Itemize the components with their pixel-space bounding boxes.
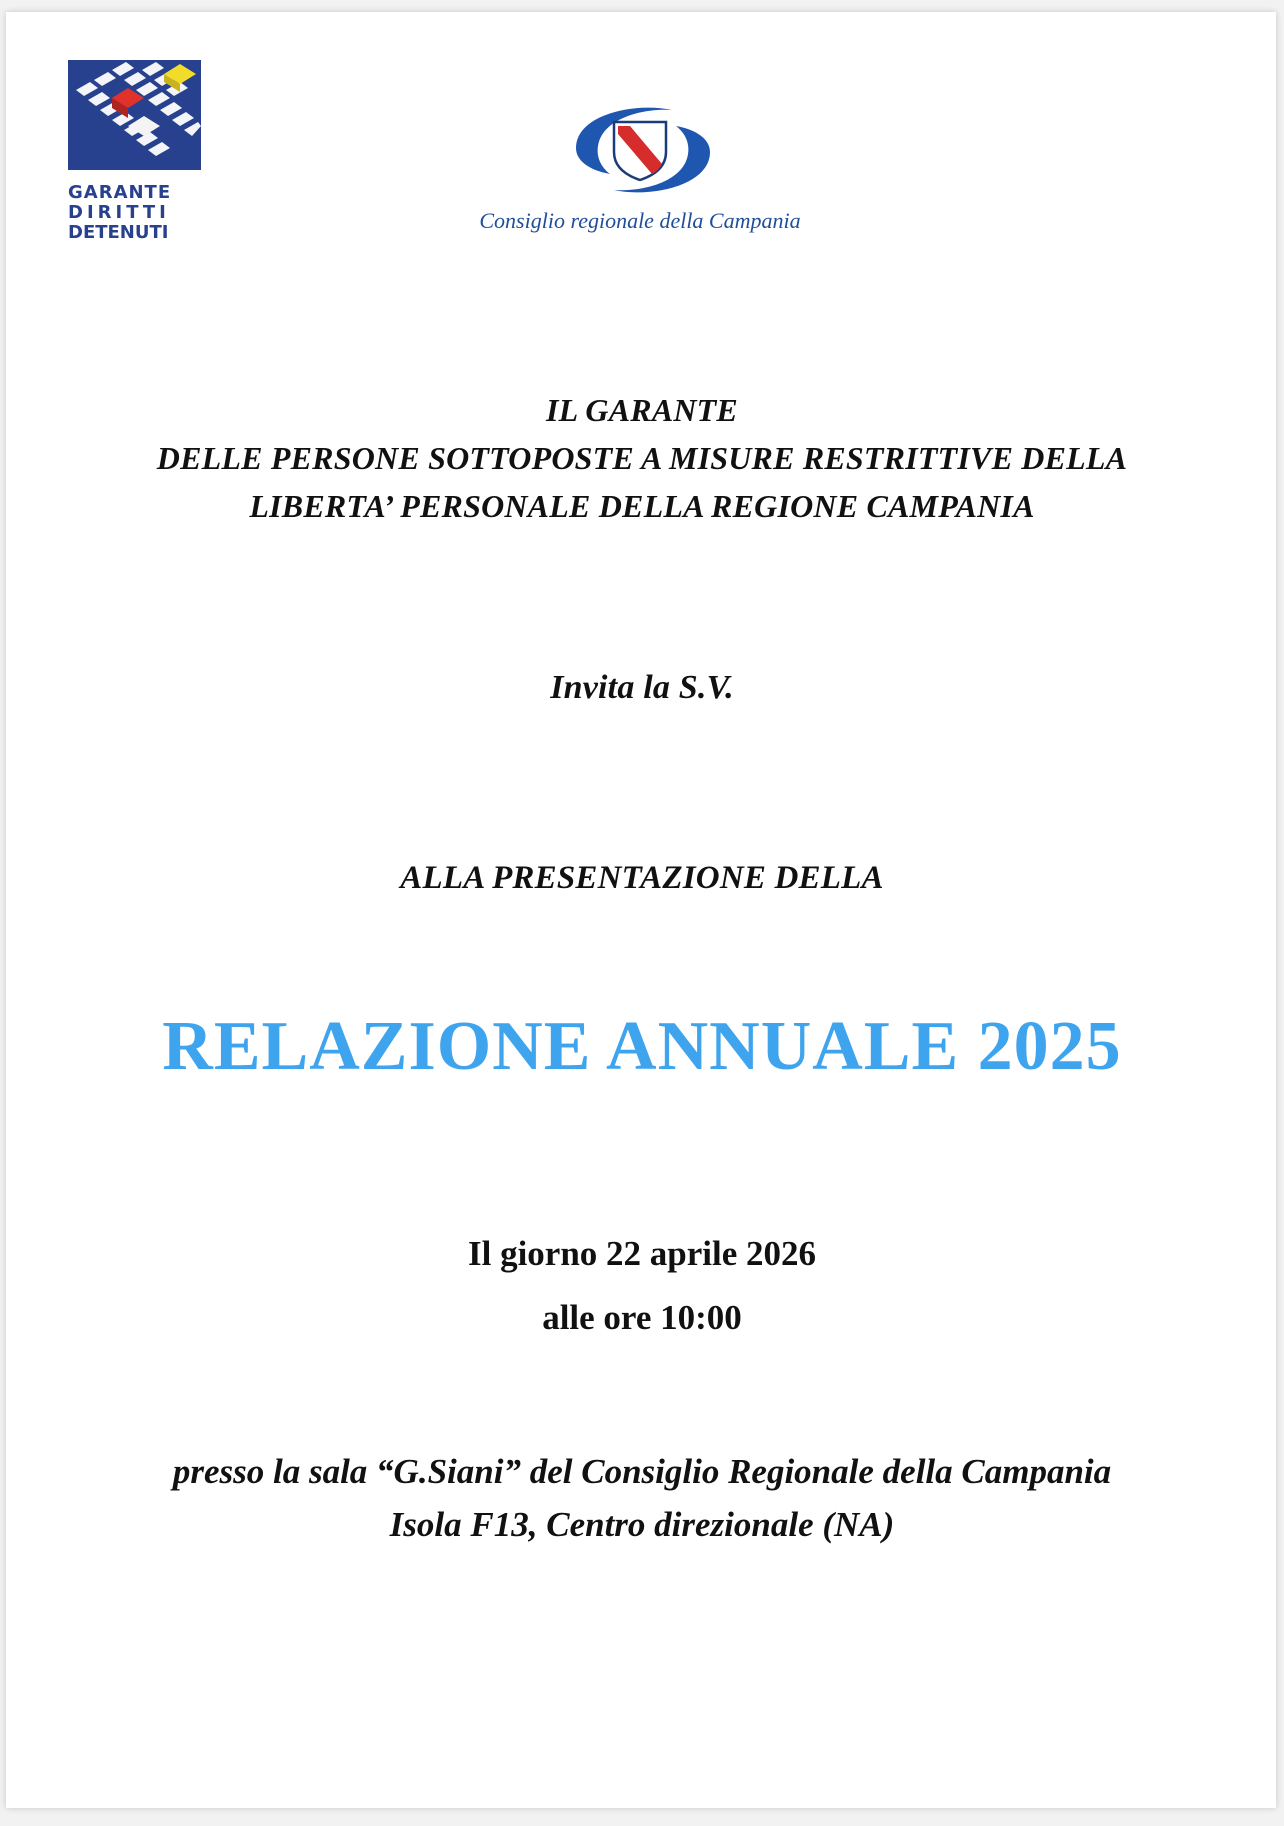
consiglio-regionale-name: Consiglio regionale della Campania <box>479 208 801 233</box>
event-date: Il giorno 22 aprile 2026 <box>467 1234 817 1273</box>
garante-logo-text-3: DETENUTI <box>68 222 169 242</box>
event-time: alle ore 10:00 <box>542 1298 742 1337</box>
heading-line-1: IL GARANTE <box>546 392 738 428</box>
presentation-text: ALLA PRESENTAZIONE DELLA <box>400 860 884 896</box>
venue-line-1: presso la sala “G.Siani” del Consiglio Regionale della Campania <box>172 1452 1112 1491</box>
venue-line-2: Isola F13, Centro direzionale (NA) <box>389 1505 895 1544</box>
garante-logo-text-2: DIRITTI <box>68 202 170 223</box>
invite-text: Invita la S.V. <box>550 669 734 706</box>
heading-line-3: LIBERTA’ PERSONALE DELLA REGIONE CAMPANIA <box>249 488 1035 524</box>
report-title: RELAZIONE ANNUALE 2025 <box>162 1008 1122 1085</box>
garante-logo-text-1: GARANTE <box>68 182 172 203</box>
consiglio-regionale-campania-logo <box>540 100 740 200</box>
garante-diritti-detenuti-logo <box>68 60 212 242</box>
heading-line-2: DELLE PERSONE SOTTOPOSTE A MISURE RESTRITTIVE DELLA <box>156 440 1128 476</box>
